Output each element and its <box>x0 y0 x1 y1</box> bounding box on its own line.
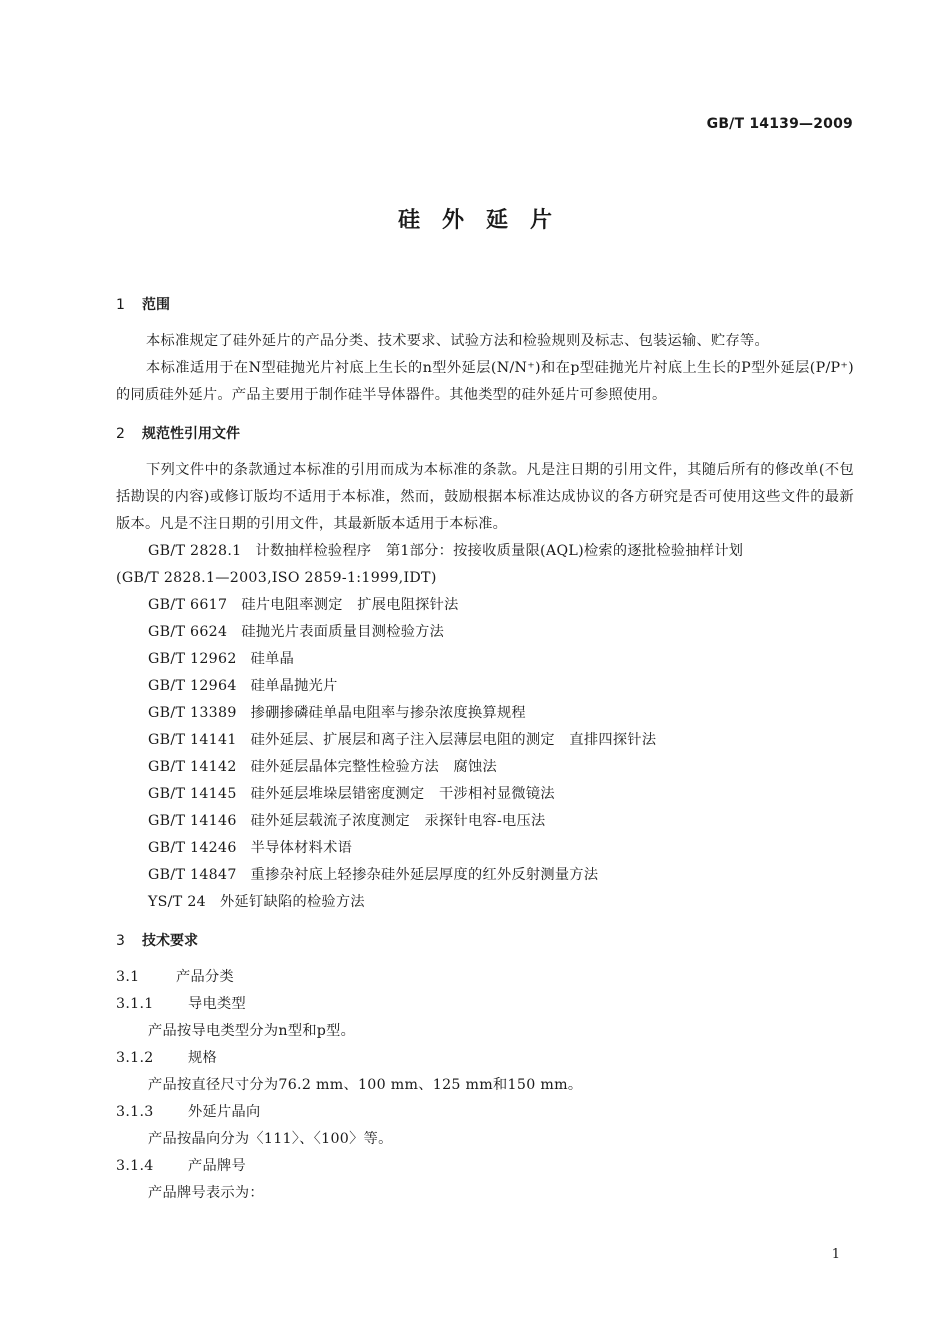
reference-code: YS/T 24 <box>148 894 206 910</box>
section-title: 范围 <box>142 297 170 313</box>
reference-item <box>116 673 854 700</box>
reference-code: GB/T 14145 <box>148 786 237 802</box>
reference-code: GB/T 12964 <box>148 678 237 694</box>
section-title: 规范性引用文件 <box>142 426 240 442</box>
subsection-number: 3.1 <box>116 969 140 985</box>
reference-title: 外延钉缺陷的检验方法 <box>220 894 365 910</box>
reference-title: 硅外延层堆垛层错密度测定 干涉相衬显微镜法 <box>250 786 555 802</box>
paragraph: 产品牌号表示为： <box>148 1185 264 1201</box>
subsection-title: 规格 <box>188 1050 217 1066</box>
standard-number: GB/T 14139—2009 <box>706 116 853 132</box>
subsection-number: 3.1.2 <box>116 1050 154 1066</box>
subsection-title: 外延片晶向 <box>188 1104 261 1120</box>
subsection-3-1-2-heading <box>116 1045 854 1072</box>
reference-title: 硅抛光片表面质量目测检验方法 <box>241 624 445 640</box>
section-number: 3 <box>116 933 125 949</box>
reference-title: 重掺杂衬底上轻掺杂硅外延层厚度的红外反射测量方法 <box>250 867 599 883</box>
subsection-title: 导电类型 <box>188 996 246 1012</box>
section-1-heading <box>116 292 854 318</box>
reference-title: 硅片电阻率测定 扩展电阻探针法 <box>241 597 459 613</box>
subsection-3-1-heading <box>116 964 854 991</box>
reference-code: GB/T 13389 <box>148 705 237 721</box>
reference-code: GB/T 14142 <box>148 759 237 775</box>
reference-code: GB/T 6624 <box>148 624 228 640</box>
section-number: 1 <box>116 297 125 313</box>
reference-item <box>116 889 854 916</box>
subsection-number: 3.1.3 <box>116 1104 154 1120</box>
paragraph: 本标准规定了硅外延片的产品分类、技术要求、试验方法和检验规则及标志、包装运输、贮存等。 <box>146 333 769 349</box>
paragraph: 下列文件中的条款通过本标准的引用而成为本标准的条款。凡是注日期的引用文件，其随后所有的修改单(不包括勘误的内容)或修订版均不适用于本标准，然而，鼓励根据本标准达成协议的各方研究是否可使用这些文件的最新版本。凡是不注日期的引用文件，其最新版本适用于本标准。 <box>116 462 854 532</box>
reference-title: 计数抽样检验程序 第1部分：按接收质量限(AQL)检索的逐批检验抽样计划 <box>255 543 744 559</box>
paragraph: 产品按直径尺寸分为76.2 mm、100 mm、125 mm和150 mm。 <box>148 1077 583 1093</box>
reference-item <box>116 538 854 592</box>
reference-item <box>116 781 854 808</box>
reference-code: GB/T 14146 <box>148 813 237 829</box>
subsection-title: 产品牌号 <box>188 1158 246 1174</box>
reference-code: GB/T 6617 <box>148 597 228 613</box>
reference-code: GB/T 14847 <box>148 867 237 883</box>
reference-title: 掺硼掺磷硅单晶电阻率与掺杂浓度换算规程 <box>250 705 526 721</box>
page-number: 1 <box>831 1247 840 1262</box>
subsection-3-1-4-heading <box>116 1153 854 1180</box>
reference-title: 硅外延层载流子浓度测定 汞探针电容-电压法 <box>250 813 546 829</box>
paragraph: 产品按导电类型分为n型和p型。 <box>148 1023 356 1039</box>
subsection-number: 3.1.4 <box>116 1158 154 1174</box>
subsection-title: 产品分类 <box>176 969 234 985</box>
reference-item <box>116 862 854 889</box>
reference-continuation: (GB/T 2828.1—2003,ISO 2859-1:1999,IDT) <box>116 570 437 586</box>
reference-item <box>116 808 854 835</box>
section-3-heading <box>116 928 854 954</box>
reference-title: 硅单晶抛光片 <box>250 678 338 694</box>
reference-item <box>116 592 854 619</box>
subsection-3-1-3-heading <box>116 1099 854 1126</box>
reference-item <box>116 619 854 646</box>
paragraph: 本标准适用于在N型硅抛光片衬底上生长的n型外延层(N/N⁺)和在p型硅抛光片衬底上生长的P型外延层(P/P⁺)的同质硅外延片。产品主要用于制作硅半导体器件。其他类型的硅外延片可参照使用。 <box>116 360 854 403</box>
reference-code: GB/T 2828.1 <box>148 543 242 559</box>
reference-item <box>116 835 854 862</box>
reference-title: 硅单晶 <box>250 651 295 667</box>
paragraph: 产品按晶向分为〈111〉、〈100〉等。 <box>148 1131 393 1147</box>
subsection-number: 3.1.1 <box>116 996 154 1012</box>
reference-item <box>116 646 854 673</box>
reference-code: GB/T 12962 <box>148 651 237 667</box>
reference-title: 硅外延层晶体完整性检验方法 腐蚀法 <box>250 759 497 775</box>
section-number: 2 <box>116 426 125 442</box>
reference-code: GB/T 14141 <box>148 732 237 748</box>
section-2-heading <box>116 421 854 447</box>
reference-code: GB/T 14246 <box>148 840 237 856</box>
document-body <box>116 292 854 1207</box>
reference-item <box>116 700 854 727</box>
document-title: 硅外延片 <box>397 208 574 233</box>
section-title: 技术要求 <box>142 933 198 949</box>
reference-item <box>116 727 854 754</box>
subsection-3-1-1-heading <box>116 991 854 1018</box>
reference-item <box>116 754 854 781</box>
reference-title: 硅外延层、扩展层和离子注入层薄层电阻的测定 直排四探针法 <box>250 732 657 748</box>
reference-title: 半导体材料术语 <box>250 840 353 856</box>
